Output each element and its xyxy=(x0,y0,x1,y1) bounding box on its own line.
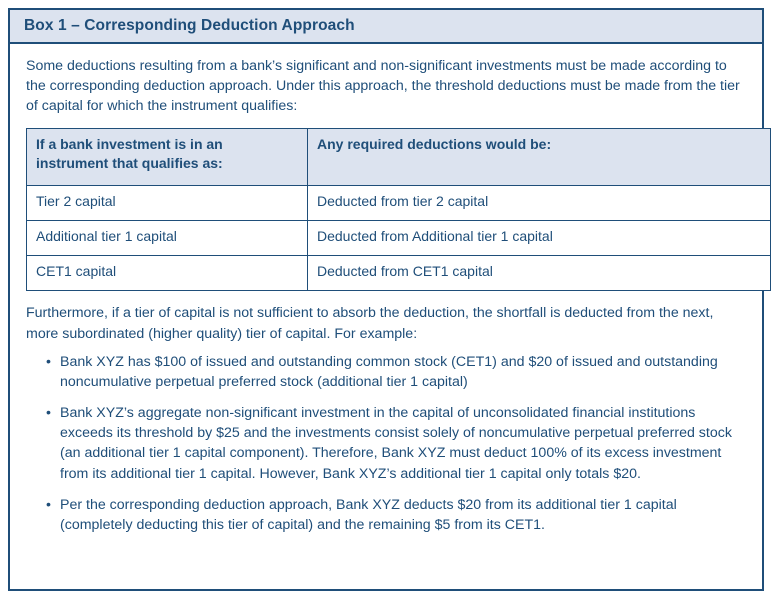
list-item-label: Per the corresponding deduction approach, Bank XYZ deducts $20 from its additional tier 1 capital (completely deducting this tier of capital) and the remaining $5 from its CET1. xyxy=(60,496,677,533)
table-row xyxy=(27,186,771,221)
box-title: Box 1 – Corresponding Deduction Approach xyxy=(24,17,355,34)
list-item xyxy=(46,403,746,484)
table-cell-investment: CET1 capital xyxy=(27,256,308,291)
bullet-icon: • xyxy=(46,405,51,422)
table-header-cell-investment: If a bank investment is in an instrument that qualifies as: xyxy=(27,129,308,186)
table-cell-deduction: Deducted from Additional tier 1 capital xyxy=(308,221,771,256)
table-header-cell-deduction: Any required deductions would be: xyxy=(308,129,771,186)
table-cell-deduction: Deducted from tier 2 capital xyxy=(308,186,771,221)
bullet-icon: • xyxy=(46,353,51,370)
table-row xyxy=(27,221,771,256)
box-header xyxy=(10,10,762,44)
list-item-label: Bank XYZ’s aggregate non-significant investment in the capital of unconsolidated financial institutions exceeds its threshold by $25 and the investments consist solely of noncumulative perpetual preferred stock (an additional tier 1 capital component). Therefore, Bank XYZ must deduct 100% of its excess investment from its additional tier 1 capital. However, Bank XYZ’s additional tier 1 capital only totals $20. xyxy=(60,405,732,482)
list-item-label: Bank XYZ has $100 of issued and outstanding common stock (CET1) and $20 of issued and outstanding noncumulative perpetual preferred stock (additional tier 1 capital) xyxy=(60,353,718,390)
table-cell-investment: Tier 2 capital xyxy=(27,186,308,221)
intro-paragraph: Some deductions resulting from a bank’s significant and non-significant investments must be made according to the corresponding deduction approach. Under this approach, the threshold deductions must be made from the tier of capital for which the instrument qualifies: xyxy=(26,58,740,115)
table-cell-investment: Additional tier 1 capital xyxy=(27,221,308,256)
table-row xyxy=(27,256,771,291)
box-body xyxy=(10,44,762,545)
list-item xyxy=(46,495,746,535)
table-cell-deduction: Deducted from CET1 capital xyxy=(308,256,771,291)
bullet-icon: • xyxy=(46,496,51,513)
example-bullet-list xyxy=(26,352,746,535)
list-item xyxy=(46,352,746,392)
callout-box xyxy=(8,8,764,591)
table-header-row xyxy=(27,129,771,186)
shortfall-paragraph: Furthermore, if a tier of capital is not sufficient to absorb the deduction, the shortfall is deducted from the next, more subordinated (higher quality) tier of capital. For example: xyxy=(26,305,714,342)
deduction-table xyxy=(26,128,771,291)
